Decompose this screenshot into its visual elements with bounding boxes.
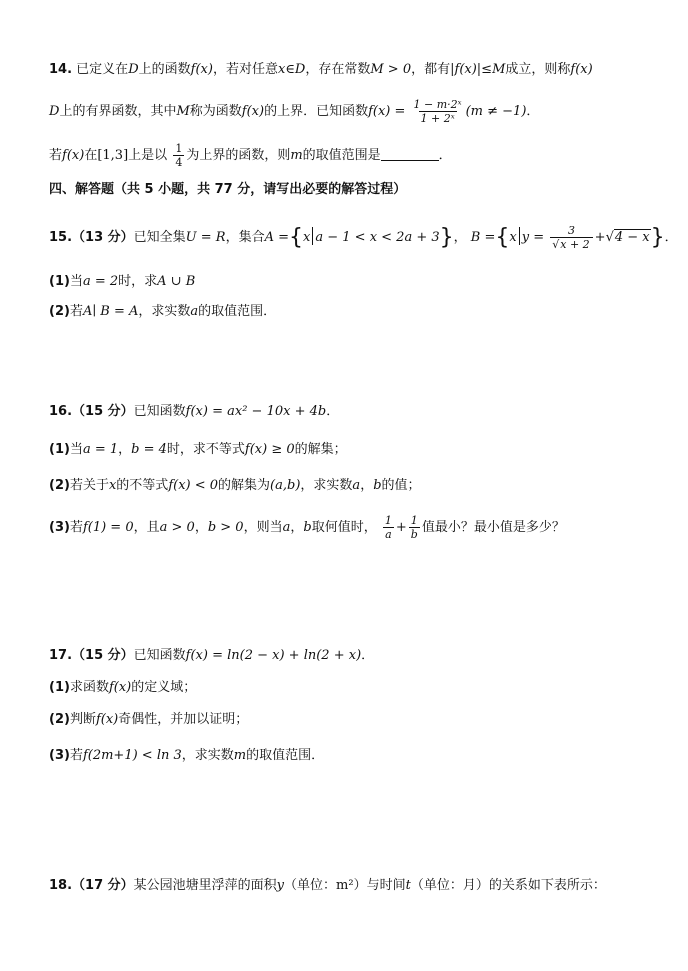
- q15-part1: [49, 272, 195, 292]
- sqrt-sign: √: [605, 230, 614, 245]
- q18-math: m²: [336, 878, 354, 893]
- q16-text: 若关于: [69, 478, 109, 493]
- q16-math: f(1) = 0: [82, 520, 134, 535]
- q15-text: 的取值范围．: [198, 304, 277, 319]
- q14-text: 已定义在: [76, 62, 129, 77]
- q14-text: 称为函数: [189, 104, 242, 119]
- q15-text: ，集合: [225, 230, 265, 245]
- q14-text: ．: [526, 104, 540, 119]
- q16-part-label: (2): [49, 478, 70, 493]
- q14-text: 成立，则称: [505, 62, 571, 77]
- q15-fraction: [550, 224, 592, 251]
- q16-text: ，则当: [243, 520, 283, 535]
- q14-line2: [49, 98, 539, 125]
- q14-text: 在: [84, 148, 98, 163]
- q14-text: 为上界的函数，则: [186, 148, 291, 163]
- q15-sqrt-radicand: 4 − x: [614, 230, 650, 245]
- q15-part-label: (1): [49, 274, 70, 289]
- q15-text: 已知全集: [133, 230, 186, 245]
- q16-score: （15 分）: [72, 404, 134, 419]
- q18-number: 18.: [49, 878, 73, 893]
- q15-part2: [49, 302, 276, 322]
- q14-math: f(x): [190, 62, 213, 77]
- q18-score: （17 分）: [72, 878, 134, 893]
- q16-part-label: (3): [49, 520, 70, 535]
- q18-text: （单位：月）的关系如下表所示：: [410, 878, 606, 893]
- q14-number: 14.: [49, 62, 73, 77]
- q14-math: D: [49, 104, 60, 119]
- set-divider: [519, 227, 520, 245]
- q16-text: 的解集；: [294, 442, 347, 457]
- q17-part-label: (3): [49, 748, 70, 763]
- q17-math: f(x): [95, 712, 119, 727]
- q17-stem: [49, 646, 374, 666]
- q15-math: U = R: [185, 230, 226, 245]
- q17-part3: [49, 746, 324, 766]
- q14-fraction-numerator: 1 − m·2ˣ: [413, 98, 462, 111]
- q14-text: 的取值范围是: [302, 148, 381, 163]
- q14-math: x∈D: [277, 62, 306, 77]
- q14-fraction-quarter: [173, 142, 184, 169]
- q14-text: 若: [49, 148, 63, 163]
- q15-fraction-denominator: √x + 2: [550, 237, 592, 251]
- q14-math: [1,3]: [97, 148, 129, 163]
- q16-math: a > 0: [159, 520, 195, 535]
- q17-part-label: (1): [49, 680, 70, 695]
- q16-math: a: [282, 520, 291, 535]
- q16-math: x: [108, 478, 117, 493]
- q14-text: ，存在常数: [305, 62, 371, 77]
- q16-fraction-denominator: b: [410, 528, 418, 541]
- q18-text: ）与时间: [353, 878, 406, 893]
- q17-text: 的取值范围．: [246, 748, 325, 763]
- left-brace: {: [289, 225, 304, 250]
- q16-text: 当: [69, 442, 83, 457]
- q17-text: 判断: [69, 712, 96, 727]
- q14-math: f(x) =: [368, 104, 406, 119]
- q17-text: ，求实数: [181, 748, 234, 763]
- q14-math: D: [128, 62, 139, 77]
- q15-stem: [49, 224, 678, 251]
- q14-answer-blank[interactable]: [381, 146, 439, 161]
- q16-math: f(x) ≥ 0: [244, 442, 295, 457]
- q16-math: f(x) = ax² − 10x + 4b: [185, 404, 327, 419]
- q16-text: ，: [290, 520, 304, 535]
- q16-text: ，求实数: [300, 478, 353, 493]
- q15-math: a = 2: [82, 274, 119, 289]
- q16-math: b = 4: [131, 442, 167, 457]
- q16-fraction-1a: [383, 514, 394, 541]
- q16-part3: [49, 514, 565, 541]
- q14-fraction-numerator: 1: [175, 142, 183, 155]
- q15-text: 当: [69, 274, 83, 289]
- q15-text: ．: [664, 230, 678, 245]
- q14-text: 上是以: [128, 148, 168, 163]
- q16-math: a = 1: [82, 442, 119, 457]
- q14-math: M > 0: [370, 62, 412, 77]
- q14-fraction-denominator: 4: [175, 156, 183, 169]
- q16-text: 若: [69, 520, 83, 535]
- q16-math: f(x) < 0: [168, 478, 219, 493]
- q16-text: 值最小？最小值是多少？: [421, 520, 565, 535]
- q16-math: b: [303, 520, 312, 535]
- q14-math: M: [176, 104, 190, 119]
- q16-part1: [49, 440, 347, 460]
- q15-math: x: [509, 230, 517, 245]
- q15-number: 15.: [49, 230, 73, 245]
- left-brace: {: [495, 225, 510, 250]
- right-brace: }: [650, 225, 665, 250]
- q15-text: 时，求: [118, 274, 158, 289]
- q16-text: 的值；: [381, 478, 421, 493]
- q14-math: f(x): [62, 148, 85, 163]
- q15-fraction-numerator: 3: [567, 224, 575, 237]
- q16-math: a: [352, 478, 361, 493]
- q15-math: y =: [521, 230, 545, 245]
- section-heading: 四、解答题（共 5 小题，共 77 分，请写出必要的解答过程）: [49, 182, 407, 197]
- q15-math: A ∪ B: [157, 274, 196, 289]
- q17-math: f(x): [108, 680, 132, 695]
- q14-math: f(x): [570, 62, 593, 77]
- set-divider: [312, 227, 313, 245]
- q15-math: x: [303, 230, 311, 245]
- q16-number: 16.: [49, 404, 73, 419]
- q17-part2: [49, 710, 248, 730]
- q15-text: 若: [69, 304, 83, 319]
- q16-text: ，: [194, 520, 208, 535]
- q16-math: (a,b): [270, 478, 301, 493]
- q17-text: 已知函数: [133, 648, 186, 663]
- q16-text: ，: [118, 442, 132, 457]
- q14-fraction: [412, 98, 464, 125]
- q15-sqrt-radicand: x + 2: [560, 238, 590, 251]
- q17-math: m: [233, 748, 247, 763]
- q16-text: 的解集为: [218, 478, 271, 493]
- right-brace: }: [439, 225, 454, 250]
- q14-text: 上的有界函数，其中: [59, 104, 177, 119]
- q16-math: +: [395, 520, 407, 535]
- q16-stem: [49, 402, 339, 422]
- q16-text: 已知函数: [133, 404, 186, 419]
- q16-math: b: [373, 478, 382, 493]
- q17-text: 若: [69, 748, 83, 763]
- q17-text: ．: [361, 648, 375, 663]
- q14-text: ，都有: [411, 62, 451, 77]
- q14-line1: [49, 60, 593, 80]
- q16-text: ，且: [133, 520, 160, 535]
- q15-math: A =: [264, 230, 290, 245]
- q18-math: y: [276, 878, 285, 893]
- q14-text: ，若对任意: [212, 62, 278, 77]
- q15-score: （13 分）: [72, 230, 134, 245]
- q17-math: f(2m+1) < ln 3: [82, 748, 182, 763]
- q16-text: 时，求不等式: [166, 442, 245, 457]
- q16-text: ，: [360, 478, 374, 493]
- q18-text: （单位：: [284, 878, 337, 893]
- q16-text: 取何值时，: [311, 520, 377, 535]
- q18-text: 某公园池塘里浮萍的面积: [133, 878, 277, 893]
- q16-fraction-1b: [409, 514, 420, 541]
- q14-fraction-denominator: 1 + 2ˣ: [420, 112, 455, 125]
- q15-math: a: [190, 304, 199, 319]
- q17-number: 17.: [49, 648, 73, 663]
- q16-fraction-numerator: 1: [410, 514, 418, 527]
- q14-line3: [49, 142, 452, 169]
- q18-math: t: [405, 878, 411, 893]
- q15-text: ，: [453, 230, 467, 245]
- q18-stem: [49, 876, 606, 896]
- q16-part-label: (1): [49, 442, 70, 457]
- q15-math: B =: [470, 230, 496, 245]
- q16-fraction-numerator: 1: [384, 514, 392, 527]
- q17-part-label: (2): [49, 712, 70, 727]
- q17-text: 奇偶性，并加以证明；: [118, 712, 249, 727]
- q14-text: ．: [438, 148, 452, 163]
- q17-text: 的定义域；: [131, 680, 197, 695]
- q15-math: +: [594, 230, 606, 245]
- q17-math: f(x) = ln(2 − x) + ln(2 + x): [185, 648, 362, 663]
- q16-text: 的不等式: [116, 478, 169, 493]
- q14-math: (m ≠ −1): [465, 104, 527, 119]
- q15-text: ，求实数: [138, 304, 191, 319]
- q15-math: a − 1 < x < 2a + 3: [315, 230, 440, 245]
- q16-text: ．: [326, 404, 340, 419]
- q15-math: A∣ B = A: [82, 304, 139, 319]
- q17-part1: [49, 678, 196, 698]
- q14-math: f(x): [241, 104, 265, 119]
- q14-text: 上的函数: [138, 62, 191, 77]
- q16-fraction-denominator: a: [385, 528, 392, 541]
- q16-math: b > 0: [207, 520, 244, 535]
- q17-text: 求函数: [69, 680, 109, 695]
- q14-math: m: [290, 148, 303, 163]
- q14-math: |f(x)|≤M: [450, 62, 506, 77]
- q14-text: 的上界．已知函数: [264, 104, 369, 119]
- q16-part2: [49, 476, 421, 496]
- q15-part-label: (2): [49, 304, 70, 319]
- q17-score: （15 分）: [72, 648, 134, 663]
